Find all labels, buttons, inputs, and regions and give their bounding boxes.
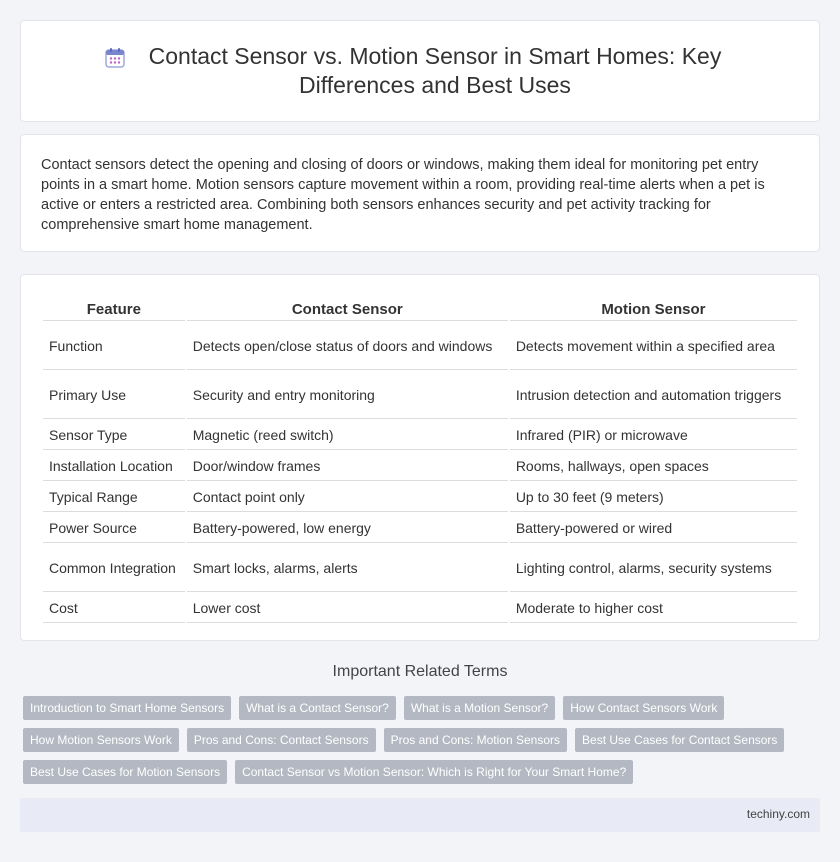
table-cell: Moderate to higher cost	[510, 594, 797, 623]
tag-link[interactable]: How Contact Sensors Work	[563, 696, 724, 720]
table-row	[43, 594, 797, 623]
table-cell: Typical Range	[43, 483, 185, 512]
table-cell: Intrusion detection and automation triggers	[510, 372, 797, 419]
title-card	[20, 20, 820, 122]
table-cell: Common Integration	[43, 545, 185, 592]
footer	[20, 798, 820, 832]
footer-site[interactable]: techiny.com	[746, 807, 810, 821]
table-cell: Cost	[43, 594, 185, 623]
table-cell: Smart locks, alarms, alerts	[187, 545, 508, 592]
table-cell: Battery-powered, low energy	[187, 514, 508, 543]
table-cell: Contact point only	[187, 483, 508, 512]
intro-card	[20, 134, 820, 252]
table-cell: Primary Use	[43, 372, 185, 419]
table-cell: Detects movement within a specified area	[510, 323, 797, 370]
table-row	[43, 514, 797, 543]
table-cell: Detects open/close status of doors and windows	[187, 323, 508, 370]
tag-link[interactable]: Pros and Cons: Contact Sensors	[187, 728, 376, 752]
tag-link[interactable]: Contact Sensor vs Motion Sensor: Which is Right for Your Smart Home?	[235, 760, 633, 784]
table-cell: Lower cost	[187, 594, 508, 623]
tag-link[interactable]: Introduction to Smart Home Sensors	[23, 696, 231, 720]
table-cell: Magnetic (reed switch)	[187, 421, 508, 450]
table-row	[43, 372, 797, 419]
table-cell: Installation Location	[43, 452, 185, 481]
table-row	[43, 421, 797, 450]
table-row	[43, 452, 797, 481]
table-cell: Sensor Type	[43, 421, 185, 450]
comparison-table-card	[20, 274, 820, 641]
table-row	[43, 545, 797, 592]
table-row	[43, 483, 797, 512]
tag-link[interactable]: Best Use Cases for Motion Sensors	[23, 760, 227, 784]
tag-link[interactable]: What is a Contact Sensor?	[239, 696, 396, 720]
table-cell: Lighting control, alarms, security systems	[510, 545, 797, 592]
tag-link[interactable]: Best Use Cases for Contact Sensors	[575, 728, 784, 752]
table-cell: Security and entry monitoring	[187, 372, 508, 419]
tag-link[interactable]: How Motion Sensors Work	[23, 728, 179, 752]
related-terms-tags	[23, 696, 803, 784]
table-cell: Function	[43, 323, 185, 370]
tag-link[interactable]: Pros and Cons: Motion Sensors	[384, 728, 567, 752]
table-cell: Infrared (PIR) or microwave	[510, 421, 797, 450]
tag-link[interactable]: What is a Motion Sensor?	[404, 696, 555, 720]
table-header-row	[43, 297, 797, 321]
header-feature: Feature	[43, 297, 185, 321]
comparison-table	[41, 295, 799, 625]
related-terms-title: Important Related Terms	[332, 663, 508, 680]
intro-paragraph: Contact sensors detect the opening and closing of doors or windows, making them ideal for monitoring pet entry points in a smart home. Motion sensors capture movement within a room, providing real-time alerts when a pet is active or enters a restricted area. Combining both sensors enhances security and pet activity tracking for comprehensive smart home management.	[41, 157, 765, 233]
table-row	[43, 323, 797, 370]
table-cell: Battery-powered or wired	[510, 514, 797, 543]
table-cell: Door/window frames	[187, 452, 508, 481]
table-cell: Rooms, hallways, open spaces	[510, 452, 797, 481]
header-motion-sensor: Motion Sensor	[510, 297, 797, 321]
table-cell: Power Source	[43, 514, 185, 543]
header-contact-sensor: Contact Sensor	[187, 297, 508, 321]
table-cell: Up to 30 feet (9 meters)	[510, 483, 797, 512]
page-title: Contact Sensor vs. Motion Sensor in Smart Homes: Key Differences and Best Uses	[148, 43, 722, 98]
